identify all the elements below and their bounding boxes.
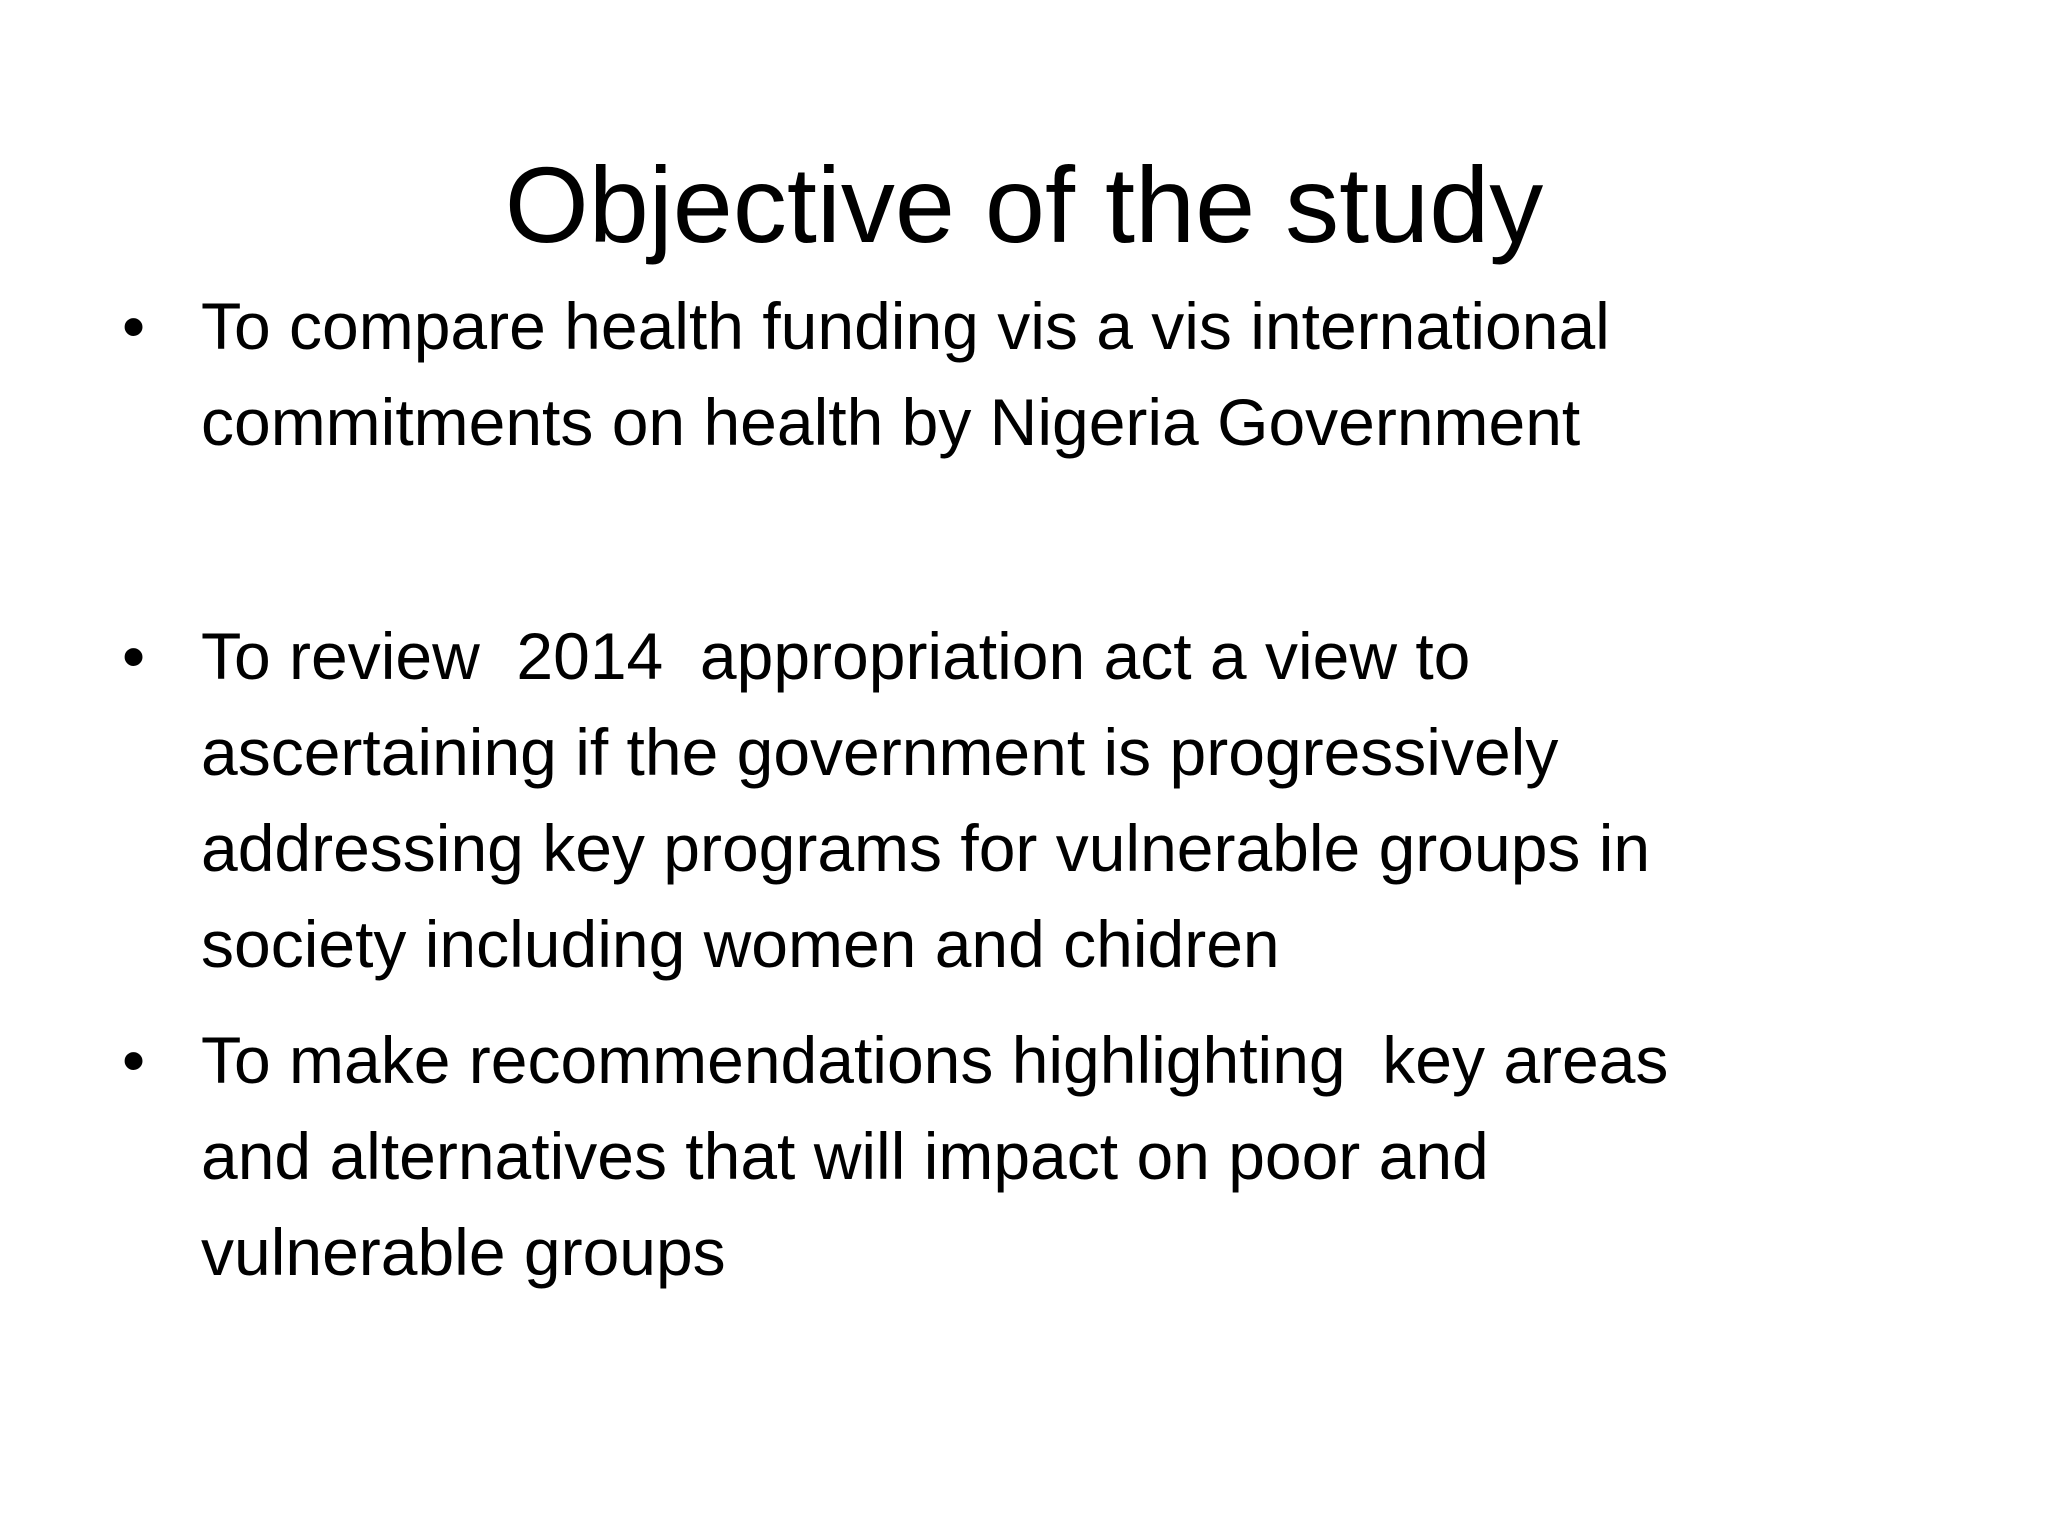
bullet-marker: •	[122, 619, 146, 693]
slide-title: Objective of the study	[504, 144, 1544, 265]
bullet-marker: •	[122, 289, 146, 363]
bullet-text: To review 2014 appropriation act a view to ascertaining if the government is progressively addressing key programs for vulnerable groups in society including women and chidren	[201, 619, 1651, 981]
bullet-text: To make recommendations highlighting key areas and alternatives that will impact on poor and vulnerable groups	[201, 1023, 1669, 1289]
bullet-marker: •	[122, 1023, 146, 1097]
bullet-text: To compare health funding vis a vis international commitments on health by Nigeria Government	[201, 289, 1610, 459]
